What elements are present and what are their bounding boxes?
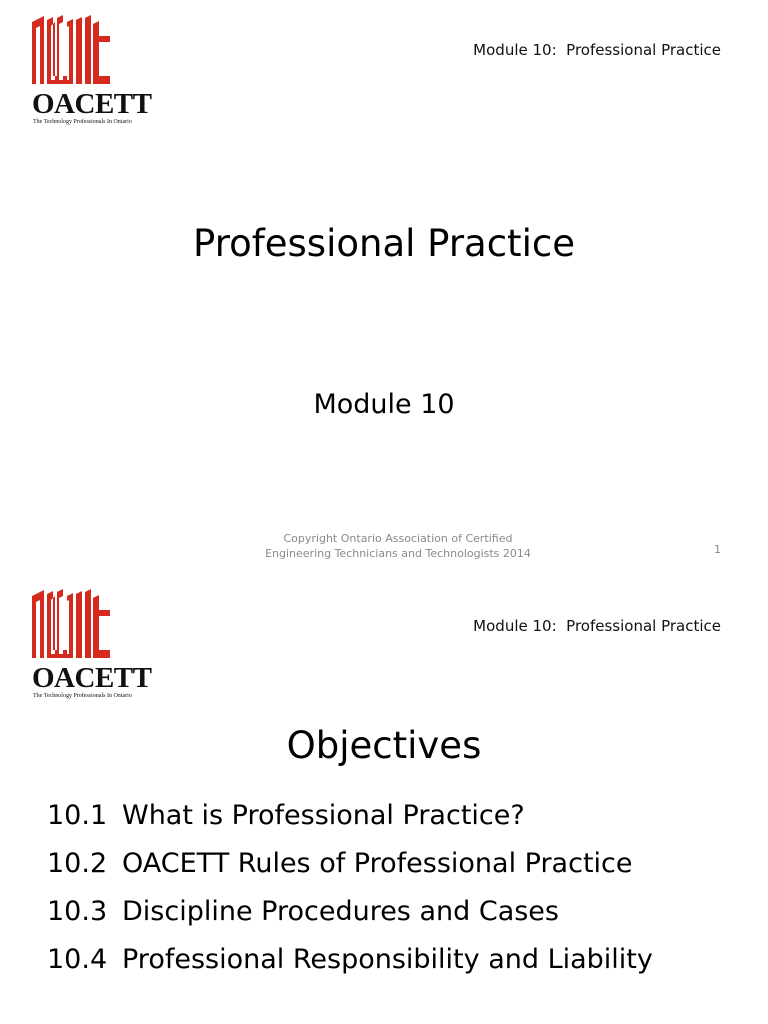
objective-number: 10.4: [47, 944, 108, 975]
objective-text: Professional Responsibility and Liability: [122, 944, 653, 975]
objective-number: 10.1: [47, 800, 108, 831]
footer-copyright: [0, 531, 768, 561]
objective-item: [47, 840, 653, 888]
objective-item: [47, 936, 653, 984]
objective-item: [47, 888, 653, 936]
objective-number: 10.3: [47, 896, 108, 927]
objective-number: 10.2: [47, 848, 108, 879]
oacett-logo: [30, 14, 152, 126]
copyright-line-2: Engineering Technicians and Technologists 2014: [265, 547, 531, 560]
oacett-emblem-icon: [30, 588, 112, 664]
logo-wordmark: OACETT: [32, 662, 152, 694]
slide-header: Module 10: Professional Practice: [473, 41, 721, 59]
objective-text: Discipline Procedures and Cases: [122, 896, 559, 927]
logo-wordmark: OACETT: [32, 88, 152, 120]
slide-2: [0, 576, 768, 1024]
page-number: 1: [714, 543, 721, 556]
objectives-heading: Objectives: [286, 724, 482, 767]
objective-text: OACETT Rules of Professional Practice: [122, 848, 633, 879]
slide-subtitle: Module 10: [313, 389, 455, 420]
slide-title: Professional Practice: [193, 222, 575, 265]
logo-tagline: The Technology Professionals In Ontario: [33, 693, 132, 699]
objective-text: What is Professional Practice?: [122, 800, 525, 831]
objectives-list: [47, 792, 653, 984]
logo-tagline: The Technology Professionals In Ontario: [33, 119, 132, 125]
objective-item: [47, 792, 653, 840]
oacett-logo: [30, 588, 152, 700]
oacett-emblem-icon: [30, 14, 112, 90]
copyright-line-1: Copyright Ontario Association of Certified: [283, 532, 513, 545]
slide-header: Module 10: Professional Practice: [473, 617, 721, 635]
